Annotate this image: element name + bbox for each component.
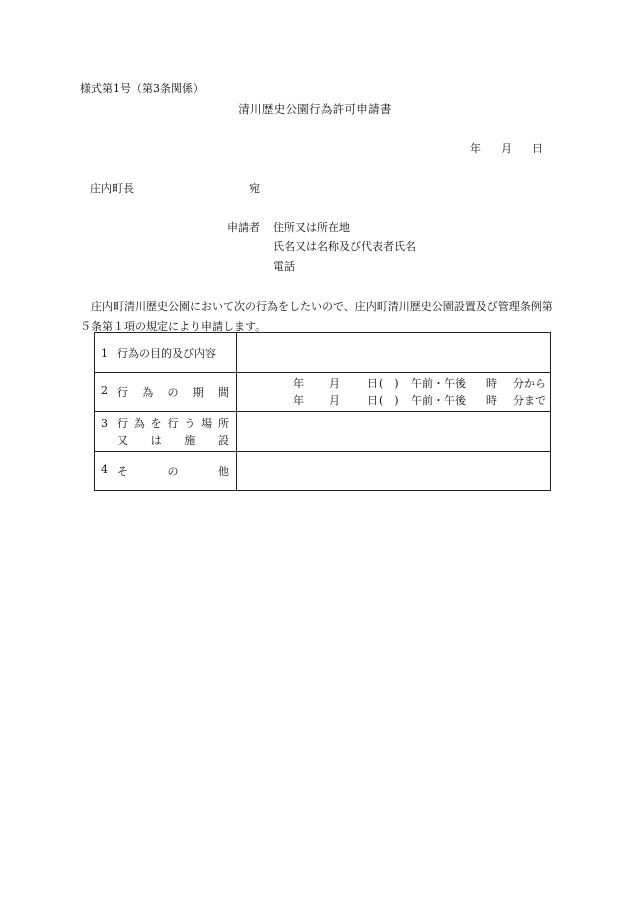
purpose-label-cell <box>95 333 237 373</box>
applicant-label: 申請者 <box>227 221 260 234</box>
addressee-honorific: 宛 <box>249 182 260 195</box>
location-label-char: 行 <box>167 416 179 430</box>
date-month-label: 月 <box>501 142 512 155</box>
application-details-table <box>94 332 551 491</box>
table-row <box>95 412 551 452</box>
to-ampm-label: 午前・午後 <box>411 394 466 407</box>
purpose-label: 行為の目的及び内容 <box>117 346 216 360</box>
date-line <box>470 140 543 156</box>
location-label <box>117 415 229 432</box>
facility-label-char: は <box>150 433 162 447</box>
other-label-char: の <box>167 465 179 478</box>
row-number: 2 <box>101 384 108 397</box>
location-label-char: 為 <box>133 416 145 430</box>
location-label-cell <box>95 412 237 452</box>
date-day-label: 日 <box>532 142 543 155</box>
date-year-label: 年 <box>470 142 481 155</box>
form-number: 様式第1号（第3条関係） <box>80 82 204 95</box>
to-weekday-paren: ( ) <box>379 394 399 407</box>
other-value-cell[interactable] <box>237 452 551 491</box>
applicant-phone-label: 電話 <box>273 260 295 273</box>
other-label-char: そ <box>117 465 128 478</box>
to-month-label: 月 <box>329 394 340 407</box>
location-label-line2 <box>101 432 236 449</box>
to-day-label: 日 <box>367 394 378 407</box>
period-label-char: 行 <box>117 386 128 399</box>
period-from-line <box>237 375 550 392</box>
from-year-label: 年 <box>293 377 304 390</box>
other-label <box>117 463 229 479</box>
from-month-label: 月 <box>329 377 340 390</box>
applicant-address-label: 住所又は所在地 <box>273 221 350 234</box>
period-label-char: の <box>167 386 179 399</box>
facility-label <box>117 432 229 449</box>
document-title: 清川歴史公園行為許可申請書 <box>238 102 392 116</box>
other-label-cell <box>95 452 237 491</box>
to-hour-label: 時 <box>486 394 497 407</box>
application-statement: 庄内町清川歴史公園において次の行為をしたいので、庄内町清川歴史公園設置及び管理条例第５条第１項の規定により申請します。 <box>80 300 553 333</box>
period-value-cell[interactable] <box>237 373 551 412</box>
location-label-char: を <box>150 416 162 430</box>
table-row <box>95 373 551 412</box>
row-number: 3 <box>101 416 108 430</box>
row-number: 4 <box>101 463 108 476</box>
row-number: 1 <box>101 346 108 360</box>
from-hour-label: 時 <box>486 377 497 390</box>
period-label-char: 期 <box>192 386 204 399</box>
location-label-line1 <box>101 415 236 432</box>
from-ampm-label: 午前・午後 <box>411 377 466 390</box>
period-label-char: 間 <box>218 386 229 399</box>
location-label-char: う <box>184 416 196 430</box>
facility-label-char: 又 <box>117 433 128 447</box>
table-row <box>95 452 551 491</box>
from-day-label: 日 <box>367 377 378 390</box>
table-row <box>95 333 551 373</box>
location-label-char: 行 <box>117 416 128 430</box>
location-value-cell[interactable] <box>237 412 551 452</box>
facility-label-char: 設 <box>217 433 229 447</box>
to-year-label: 年 <box>293 394 304 407</box>
to-minute-label: 分まで <box>513 394 546 407</box>
from-minute-label: 分から <box>513 377 546 390</box>
other-label-char: 他 <box>218 465 229 478</box>
period-to-line <box>237 392 550 409</box>
facility-label-char: 施 <box>184 433 196 447</box>
from-weekday-paren: ( ) <box>379 377 399 390</box>
period-label-cell <box>95 373 237 412</box>
purpose-value-cell[interactable] <box>237 333 551 373</box>
location-label-char: 場 <box>201 416 213 430</box>
addressee-name: 庄内町長 <box>90 182 134 195</box>
period-label-char: 為 <box>142 386 154 399</box>
applicant-name-label: 氏名又は名称及び代表者氏名 <box>273 240 416 253</box>
period-label <box>117 384 229 400</box>
location-label-char: 所 <box>217 416 229 430</box>
